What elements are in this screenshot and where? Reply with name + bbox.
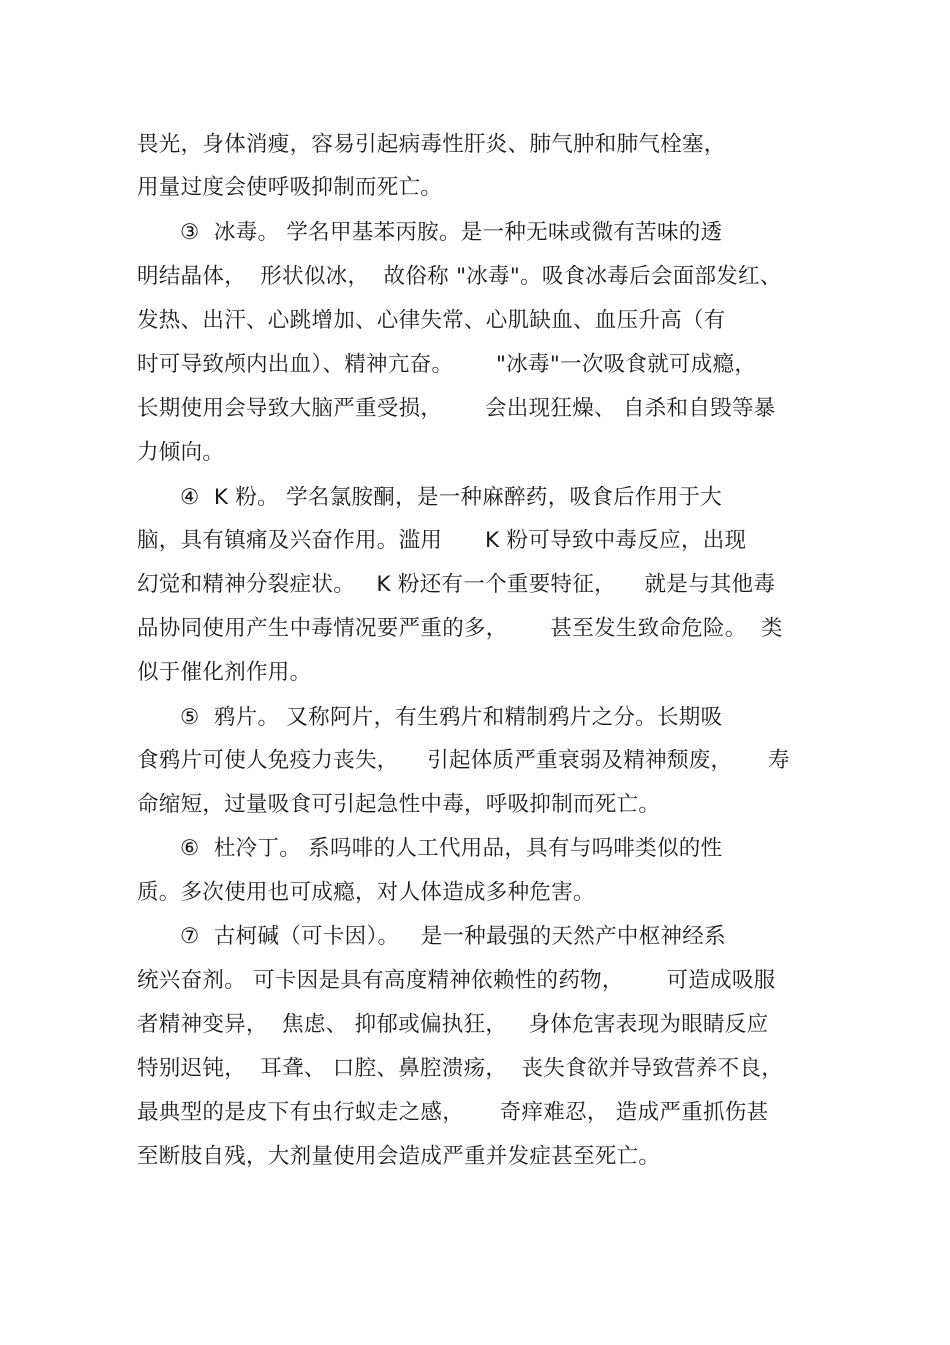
text-line: 特别迟钝， 耳聋、 口腔、鼻腔溃疡， 丧失食欲并导致营养不良， xyxy=(137,1056,784,1081)
text-line: 时可导致颅内出血）、精神亢奋。 "冰毒"一次吸食就可成瘾， xyxy=(137,352,757,377)
paragraph-start-k-powder: ④ K 粉。 学名氯胺酮，是一种麻醉药，吸食后作用于大 xyxy=(180,485,723,510)
text-line: 食鸦片可使人免疫力丧失， 引起体质严重衰弱及精神颓废， 寿 xyxy=(137,748,790,773)
paragraph-start-ice: ③ 冰毒。 学名甲基苯丙胺。是一种无味或微有苦味的透 xyxy=(180,220,723,245)
text-line: 脑，具有镇痛及兴奋作用。滥用 K 粉可导致中毒反应，出现 xyxy=(137,528,747,553)
text-line: 者精神变异， 焦虑、 抑郁或偏执狂， 身体危害表现为眼睛反应 xyxy=(137,1012,769,1037)
text-line: 发热、出汗、心跳增加、心律失常、心肌缺血、血压升高（有 xyxy=(137,308,726,333)
paragraph-start-cocaine: ⑦ 古柯碱（可卡因）。 是一种最强的天然产中枢神经系 xyxy=(180,924,726,949)
text-line: 似于催化剂作用。 xyxy=(137,660,312,685)
text-line: 幻觉和精神分裂症状。 K 粉还有一个重要特征， 就是与其他毒 xyxy=(137,572,776,597)
text-line: 质。多次使用也可成瘾，对人体造成多种危害。 xyxy=(137,880,595,905)
text-line: 至断肢自残，大剂量使用会造成严重并发症甚至死亡。 xyxy=(137,1144,661,1169)
text-line: 长期使用会导致大脑严重受损， 会出现狂燥、 自杀和自毁等暴 xyxy=(137,396,776,421)
text-line: 畏光，身体消瘦，容易引起病毒性肝炎、肺气肿和肺气栓塞， xyxy=(137,132,726,157)
text-line: 力倾向。 xyxy=(137,440,225,465)
text-line: 最典型的是皮下有虫行蚁走之感， 奇痒难忍， 造成严重抓伤甚 xyxy=(137,1100,769,1125)
text-line: 统兴奋剂。 可卡因是具有高度精神依赖性的药物， 可造成吸服 xyxy=(137,968,776,993)
paragraph-start-opium: ⑤ 鸦片。 又称阿片，有生鸦片和精制鸦片之分。长期吸 xyxy=(180,705,723,730)
text-line: 命缩短，过量吸食可引起急性中毒，呼吸抑制而死亡。 xyxy=(137,792,661,817)
text-line: 明结晶体， 形状似冰， 故俗称 "冰毒"。吸食冰毒后会面部发红、 xyxy=(137,264,782,289)
text-line: 用量过度会使呼吸抑制而死亡。 xyxy=(137,175,443,200)
paragraph-start-pethidine: ⑥ 杜冷丁。 系吗啡的人工代用品，具有与吗啡类似的性 xyxy=(180,836,723,861)
text-line: 品协同使用产生中毒情况要严重的多， 甚至发生致命危险。 类 xyxy=(137,616,783,641)
